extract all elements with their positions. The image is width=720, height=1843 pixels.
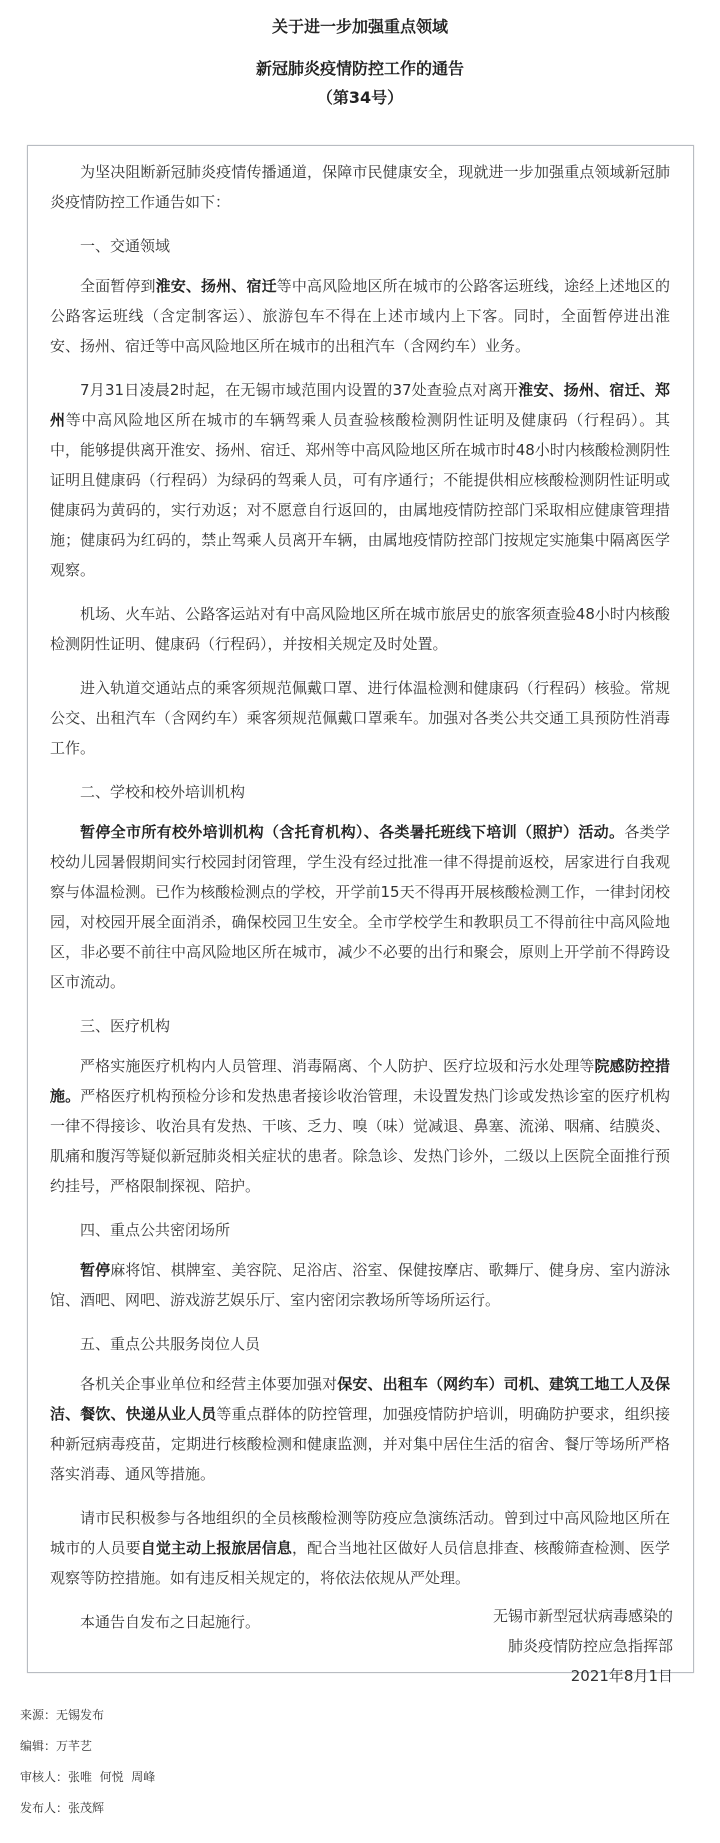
section-heading-closed-venues: 四、重点公共密闭场所 — [80, 1221, 231, 1239]
footer-editor: 编辑：万芊艺 — [20, 1739, 93, 1753]
notice-title-line2: 新冠肺炎疫情防控工作的通告 — [255, 59, 464, 78]
notice-title-line1: 关于进一步加强重点领域 — [271, 17, 448, 36]
notice-number: （第34号） — [316, 88, 404, 107]
footer-source: 来源：无锡发布 — [20, 1708, 105, 1722]
signature-block — [493, 1601, 673, 1691]
transport-paragraph-3: 机场、火车站、公路客运站对有中高风险地区所在城市旅居史的旅客须查验48小时内核酸检测阴性证明、健康码（行程码），并按相关规定及时处置。 — [50, 605, 670, 653]
signature-date: 2021年8月1日 — [570, 1667, 673, 1685]
signature-org-line2: 肺炎疫情防控应急指挥部 — [507, 1637, 673, 1655]
service-staff-paragraph-2: 请市民积极参与各地组织的全员核酸检测等防疫应急演练活动。曾到过中高风险地区所在城市的人员要自觉主动上报旅居信息，配合当地社区做好人员信息排查、核酸筛查检测、医学观察等防控措施。如有违反相关规定的，将依法依规从严处理。 — [50, 1509, 670, 1587]
intro-paragraph: 为坚决阻断新冠肺炎疫情传播通道，保障市民健康安全，现就进一步加强重点领域新冠肺炎疫情防控工作通告如下： — [50, 163, 670, 211]
footer-publisher: 发布人：张茂辉 — [20, 1801, 105, 1815]
closed-venues-paragraph-1: 暂停麻将馆、棋牌室、美容院、足浴店、浴室、保健按摩店、歌舞厅、健身房、室内游泳馆、酒吧、网吧、游戏游艺娱乐厅、室内密闭宗教场所等场所运行。 — [50, 1261, 670, 1309]
section-heading-medical: 三、医疗机构 — [80, 1017, 171, 1035]
section-heading-transport: 一、交通领域 — [80, 237, 171, 255]
transport-paragraph-2: 7月31日凌晨2时起，在无锡市域范围内设置的37处查验点对离开淮安、扬州、宿迁、郑州等中高风险地区所在城市的车辆驾乘人员查验核酸检测阴性证明及健康码（行程码）。其中，能够提供离开淮安、扬州、宿迁、郑州等中高风险地区所在城市时48小时内核酸检测阴性证明且健康码（行程码）为绿码的驾乘人员，可有序通行；不能提供相应核酸检测阴性证明或健康码为黄码的，实行劝返；对不愿意自行返回的，由属地疫情防控部门采取相应健康管理措施；健康码为红码的，禁止驾乘人员离开车辆，由属地疫情防控部门按规定实施集中隔离医学观察。 — [50, 381, 670, 579]
transport-paragraph-4: 进入轨道交通站点的乘客须规范佩戴口罩、进行体温检测和健康码（行程码）核验。常规公交、出租汽车（含网约车）乘客须规范佩戴口罩乘车。加强对各类公共交通工具预防性消毒工作。 — [50, 679, 670, 757]
schools-paragraph-1: 暂停全市所有校外培训机构（含托育机构）、各类暑托班线下培训（照护）活动。各类学校幼儿园暑假期间实行校园封闭管理，学生没有经过批准一律不得提前返校，居家进行自我观察与体温检测。已作为核酸检测点的学校，开学前15天不得再开展核酸检测工作，一律封闭校园，对校园开展全面消杀，确保校园卫生安全。全市学校学生和教职员工不得前往中高风险地区，非必要不前往中高风险地区所在城市，减少不必要的出行和聚会，原则上开学前不得跨设区市流动。 — [50, 823, 670, 991]
transport-paragraph-1: 全面暂停到淮安、扬州、宿迁等中高风险地区所在城市的公路客运班线，途经上述地区的公路客运班线（含定制客运）、旅游包车不得在上述市域内上下客。同时，全面暂停进出淮安、扬州、宿迁等中高风险地区所在城市的出租汽车（含网约车）业务。 — [50, 277, 670, 355]
section-heading-service-staff: 五、重点公共服务岗位人员 — [80, 1335, 261, 1353]
section-heading-schools: 二、学校和校外培训机构 — [80, 783, 246, 801]
signature-org-line1: 无锡市新型冠状病毒感染的 — [492, 1607, 673, 1625]
notice-body — [50, 157, 670, 1651]
closing-paragraph: 本通告自发布之日起施行。 — [80, 1613, 261, 1631]
article-footer — [20, 1700, 155, 1824]
service-staff-paragraph-1: 各机关企事业单位和经营主体要加强对保安、出租车（网约车）司机、建筑工地工人及保洁、餐饮、快递从业人员等重点群体的防控管理，加强疫情防护培训，明确防护要求，组织接种新冠病毒疫苗，定期进行核酸检测和健康监测，并对集中居住生活的宿舍、餐厅等场所严格落实消毒、通风等措施。 — [50, 1375, 670, 1483]
notice-content-box — [27, 145, 694, 1685]
footer-reviewer: 审核人：张唯 何悦 周峰 — [20, 1770, 156, 1784]
medical-paragraph-1: 严格实施医疗机构内人员管理、消毒隔离、个人防护、医疗垃圾和污水处理等院感防控措施。严格医疗机构预检分诊和发热患者接诊收治管理，未设置发热门诊或发热诊室的医疗机构一律不得接诊、收治具有发热、干咳、乏力、嗅（味）觉减退、鼻塞、流涕、咽痛、结膜炎、肌痛和腹泻等疑似新冠肺炎相关症状的患者。除急诊、发热门诊外，二级以上医院全面推行预约挂号，严格限制探视、陪护。 — [50, 1057, 670, 1195]
